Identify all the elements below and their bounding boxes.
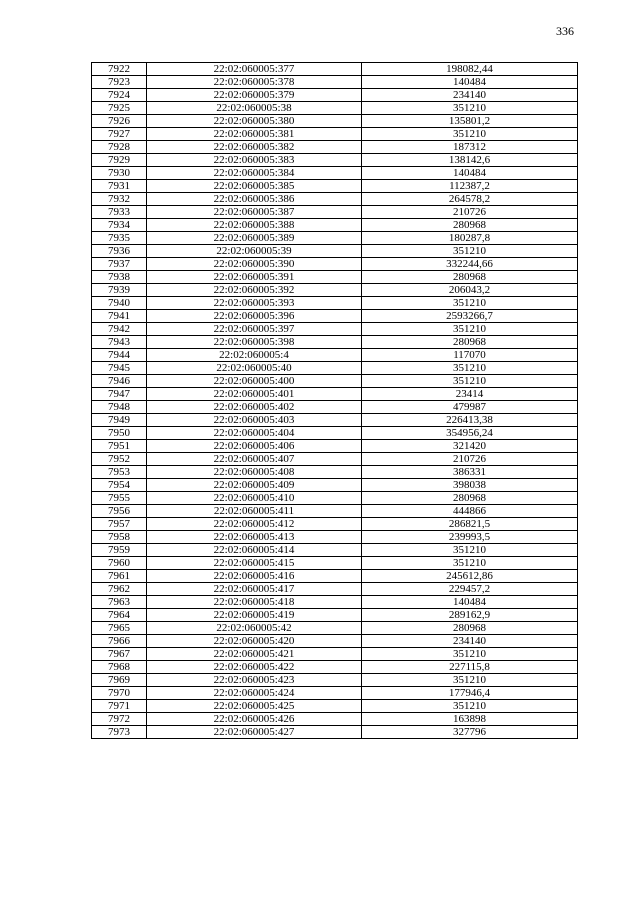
- value-cell: 398038: [362, 479, 578, 492]
- value-cell: 280968: [362, 336, 578, 349]
- table-row: [92, 505, 578, 518]
- row-number-cell: 7933: [92, 206, 147, 219]
- value-cell: 177946,4: [362, 687, 578, 700]
- table-row: [92, 700, 578, 713]
- row-number-cell: 7954: [92, 479, 147, 492]
- cadastral-number-cell: 22:02:060005:423: [147, 674, 362, 687]
- cadastral-number-cell: 22:02:060005:414: [147, 544, 362, 557]
- row-number-cell: 7950: [92, 427, 147, 440]
- value-cell: 280968: [362, 622, 578, 635]
- table-row: [92, 557, 578, 570]
- row-number-cell: 7971: [92, 700, 147, 713]
- value-cell: 351210: [362, 102, 578, 115]
- row-number-cell: 7942: [92, 323, 147, 336]
- value-cell: 180287,8: [362, 232, 578, 245]
- cadastral-number-cell: 22:02:060005:383: [147, 154, 362, 167]
- table-body: [92, 63, 578, 739]
- value-cell: 234140: [362, 89, 578, 102]
- value-cell: 117070: [362, 349, 578, 362]
- cadastral-number-cell: 22:02:060005:389: [147, 232, 362, 245]
- cadastral-number-cell: 22:02:060005:379: [147, 89, 362, 102]
- value-cell: 351210: [362, 648, 578, 661]
- cadastral-number-cell: 22:02:060005:408: [147, 466, 362, 479]
- cadastral-number-cell: 22:02:060005:42: [147, 622, 362, 635]
- cadastral-number-cell: 22:02:060005:419: [147, 609, 362, 622]
- table-row: [92, 76, 578, 89]
- value-cell: 386331: [362, 466, 578, 479]
- cadastral-number-cell: 22:02:060005:403: [147, 414, 362, 427]
- value-cell: 332244,66: [362, 258, 578, 271]
- row-number-cell: 7940: [92, 297, 147, 310]
- cadastral-number-cell: 22:02:060005:410: [147, 492, 362, 505]
- table-row: [92, 336, 578, 349]
- row-number-cell: 7963: [92, 596, 147, 609]
- cadastral-number-cell: 22:02:060005:411: [147, 505, 362, 518]
- value-cell: 351210: [362, 323, 578, 336]
- table-row: [92, 362, 578, 375]
- cadastral-number-cell: 22:02:060005:381: [147, 128, 362, 141]
- row-number-cell: 7948: [92, 401, 147, 414]
- cadastral-number-cell: 22:02:060005:39: [147, 245, 362, 258]
- value-cell: 479987: [362, 401, 578, 414]
- table-row: [92, 232, 578, 245]
- table-row: [92, 674, 578, 687]
- row-number-cell: 7943: [92, 336, 147, 349]
- value-cell: 351210: [362, 245, 578, 258]
- value-cell: 239993,5: [362, 531, 578, 544]
- cadastral-number-cell: 22:02:060005:38: [147, 102, 362, 115]
- value-cell: 245612,86: [362, 570, 578, 583]
- value-cell: 351210: [362, 362, 578, 375]
- table-row: [92, 440, 578, 453]
- cadastral-number-cell: 22:02:060005:404: [147, 427, 362, 440]
- table-row: [92, 609, 578, 622]
- table-row: [92, 284, 578, 297]
- cadastral-number-cell: 22:02:060005:406: [147, 440, 362, 453]
- table-row: [92, 453, 578, 466]
- value-cell: 351210: [362, 375, 578, 388]
- table-row: [92, 375, 578, 388]
- cadastral-number-cell: 22:02:060005:422: [147, 661, 362, 674]
- table-row: [92, 349, 578, 362]
- cadastral-number-cell: 22:02:060005:412: [147, 518, 362, 531]
- table-row: [92, 128, 578, 141]
- cadastral-number-cell: 22:02:060005:380: [147, 115, 362, 128]
- value-cell: 210726: [362, 206, 578, 219]
- value-cell: 140484: [362, 596, 578, 609]
- cadastral-number-cell: 22:02:060005:413: [147, 531, 362, 544]
- cadastral-number-cell: 22:02:060005:418: [147, 596, 362, 609]
- cadastral-number-cell: 22:02:060005:425: [147, 700, 362, 713]
- cadastral-number-cell: 22:02:060005:407: [147, 453, 362, 466]
- row-number-cell: 7941: [92, 310, 147, 323]
- value-cell: 23414: [362, 388, 578, 401]
- value-cell: 198082,44: [362, 63, 578, 76]
- value-cell: 206043,2: [362, 284, 578, 297]
- cadastral-number-cell: 22:02:060005:392: [147, 284, 362, 297]
- cadastral-number-cell: 22:02:060005:387: [147, 206, 362, 219]
- row-number-cell: 7961: [92, 570, 147, 583]
- row-number-cell: 7967: [92, 648, 147, 661]
- table-row: [92, 102, 578, 115]
- table-row: [92, 713, 578, 726]
- table-row: [92, 544, 578, 557]
- cadastral-number-cell: 22:02:060005:4: [147, 349, 362, 362]
- cadastral-number-cell: 22:02:060005:378: [147, 76, 362, 89]
- row-number-cell: 7929: [92, 154, 147, 167]
- value-cell: 234140: [362, 635, 578, 648]
- row-number-cell: 7955: [92, 492, 147, 505]
- cadastral-number-cell: 22:02:060005:384: [147, 167, 362, 180]
- cadastral-number-cell: 22:02:060005:424: [147, 687, 362, 700]
- cadastral-number-cell: 22:02:060005:396: [147, 310, 362, 323]
- row-number-cell: 7922: [92, 63, 147, 76]
- value-cell: 354956,24: [362, 427, 578, 440]
- value-cell: 280968: [362, 219, 578, 232]
- cadastral-number-cell: 22:02:060005:385: [147, 180, 362, 193]
- table-row: [92, 167, 578, 180]
- value-cell: 280968: [362, 271, 578, 284]
- cadastral-number-cell: 22:02:060005:415: [147, 557, 362, 570]
- cadastral-number-cell: 22:02:060005:400: [147, 375, 362, 388]
- cadastral-number-cell: 22:02:060005:391: [147, 271, 362, 284]
- table-row: [92, 271, 578, 284]
- table-row: [92, 180, 578, 193]
- row-number-cell: 7928: [92, 141, 147, 154]
- row-number-cell: 7938: [92, 271, 147, 284]
- row-number-cell: 7964: [92, 609, 147, 622]
- row-number-cell: 7935: [92, 232, 147, 245]
- table-row: [92, 219, 578, 232]
- cadastral-number-cell: 22:02:060005:416: [147, 570, 362, 583]
- row-number-cell: 7927: [92, 128, 147, 141]
- table-row: [92, 583, 578, 596]
- row-number-cell: 7972: [92, 713, 147, 726]
- row-number-cell: 7934: [92, 219, 147, 232]
- row-number-cell: 7957: [92, 518, 147, 531]
- table-row: [92, 479, 578, 492]
- table-row: [92, 258, 578, 271]
- value-cell: 321420: [362, 440, 578, 453]
- row-number-cell: 7952: [92, 453, 147, 466]
- table-row: [92, 401, 578, 414]
- row-number-cell: 7960: [92, 557, 147, 570]
- value-cell: 2593266,7: [362, 310, 578, 323]
- cadastral-number-cell: 22:02:060005:397: [147, 323, 362, 336]
- value-cell: 187312: [362, 141, 578, 154]
- cadastral-number-cell: 22:02:060005:420: [147, 635, 362, 648]
- row-number-cell: 7924: [92, 89, 147, 102]
- cadastral-number-cell: 22:02:060005:390: [147, 258, 362, 271]
- value-cell: 280968: [362, 492, 578, 505]
- value-cell: 138142,6: [362, 154, 578, 167]
- page-number: 336: [556, 24, 574, 38]
- table-row: [92, 245, 578, 258]
- cadastral-number-cell: 22:02:060005:417: [147, 583, 362, 596]
- row-number-cell: 7973: [92, 726, 147, 739]
- table-row: [92, 427, 578, 440]
- value-cell: 351210: [362, 544, 578, 557]
- cadastral-number-cell: 22:02:060005:382: [147, 141, 362, 154]
- value-cell: 264578,2: [362, 193, 578, 206]
- value-cell: 351210: [362, 557, 578, 570]
- value-cell: 351210: [362, 674, 578, 687]
- data-table: [91, 62, 578, 739]
- table-row: [92, 310, 578, 323]
- row-number-cell: 7925: [92, 102, 147, 115]
- value-cell: 210726: [362, 453, 578, 466]
- row-number-cell: 7969: [92, 674, 147, 687]
- table-row: [92, 297, 578, 310]
- table-row: [92, 63, 578, 76]
- row-number-cell: 7936: [92, 245, 147, 258]
- row-number-cell: 7947: [92, 388, 147, 401]
- table-row: [92, 635, 578, 648]
- row-number-cell: 7951: [92, 440, 147, 453]
- cadastral-number-cell: 22:02:060005:388: [147, 219, 362, 232]
- table-row: [92, 115, 578, 128]
- value-cell: 227115,8: [362, 661, 578, 674]
- value-cell: 351210: [362, 700, 578, 713]
- value-cell: 135801,2: [362, 115, 578, 128]
- table-row: [92, 531, 578, 544]
- row-number-cell: 7931: [92, 180, 147, 193]
- table-row: [92, 141, 578, 154]
- row-number-cell: 7956: [92, 505, 147, 518]
- table-row: [92, 726, 578, 739]
- table-row: [92, 661, 578, 674]
- row-number-cell: 7959: [92, 544, 147, 557]
- cadastral-number-cell: 22:02:060005:398: [147, 336, 362, 349]
- row-number-cell: 7930: [92, 167, 147, 180]
- value-cell: 444866: [362, 505, 578, 518]
- value-cell: 226413,38: [362, 414, 578, 427]
- table-row: [92, 466, 578, 479]
- value-cell: 163898: [362, 713, 578, 726]
- row-number-cell: 7968: [92, 661, 147, 674]
- row-number-cell: 7946: [92, 375, 147, 388]
- value-cell: 140484: [362, 167, 578, 180]
- cadastral-number-cell: 22:02:060005:401: [147, 388, 362, 401]
- table-row: [92, 596, 578, 609]
- table-row: [92, 518, 578, 531]
- row-number-cell: 7949: [92, 414, 147, 427]
- table-row: [92, 323, 578, 336]
- cadastral-number-cell: 22:02:060005:40: [147, 362, 362, 375]
- row-number-cell: 7958: [92, 531, 147, 544]
- cadastral-number-cell: 22:02:060005:409: [147, 479, 362, 492]
- row-number-cell: 7970: [92, 687, 147, 700]
- row-number-cell: 7965: [92, 622, 147, 635]
- value-cell: 140484: [362, 76, 578, 89]
- row-number-cell: 7962: [92, 583, 147, 596]
- row-number-cell: 7944: [92, 349, 147, 362]
- row-number-cell: 7966: [92, 635, 147, 648]
- row-number-cell: 7937: [92, 258, 147, 271]
- value-cell: 286821,5: [362, 518, 578, 531]
- row-number-cell: 7953: [92, 466, 147, 479]
- row-number-cell: 7923: [92, 76, 147, 89]
- cadastral-number-cell: 22:02:060005:393: [147, 297, 362, 310]
- cadastral-number-cell: 22:02:060005:427: [147, 726, 362, 739]
- value-cell: 289162,9: [362, 609, 578, 622]
- table-row: [92, 492, 578, 505]
- table-row: [92, 687, 578, 700]
- table-row: [92, 206, 578, 219]
- table-row: [92, 154, 578, 167]
- row-number-cell: 7939: [92, 284, 147, 297]
- table-row: [92, 388, 578, 401]
- value-cell: 327796: [362, 726, 578, 739]
- table-row: [92, 89, 578, 102]
- table-row: [92, 193, 578, 206]
- table-row: [92, 570, 578, 583]
- cadastral-number-cell: 22:02:060005:426: [147, 713, 362, 726]
- value-cell: 351210: [362, 297, 578, 310]
- table-row: [92, 414, 578, 427]
- table-row: [92, 648, 578, 661]
- value-cell: 112387,2: [362, 180, 578, 193]
- value-cell: 351210: [362, 128, 578, 141]
- row-number-cell: 7945: [92, 362, 147, 375]
- cadastral-number-cell: 22:02:060005:386: [147, 193, 362, 206]
- cadastral-number-cell: 22:02:060005:377: [147, 63, 362, 76]
- cadastral-number-cell: 22:02:060005:402: [147, 401, 362, 414]
- row-number-cell: 7932: [92, 193, 147, 206]
- row-number-cell: 7926: [92, 115, 147, 128]
- table-row: [92, 622, 578, 635]
- value-cell: 229457,2: [362, 583, 578, 596]
- cadastral-number-cell: 22:02:060005:421: [147, 648, 362, 661]
